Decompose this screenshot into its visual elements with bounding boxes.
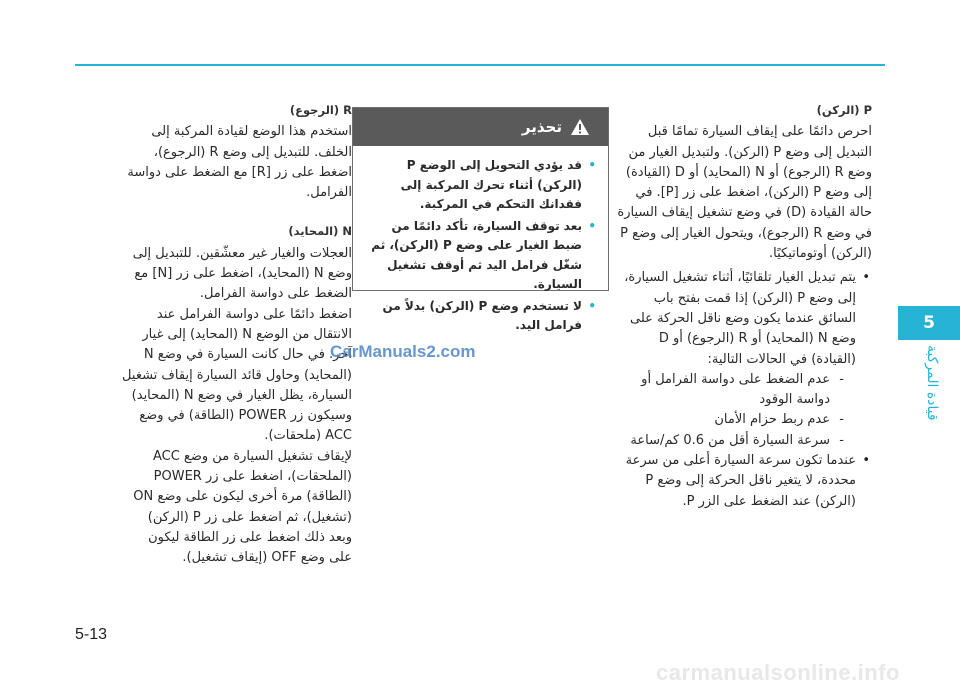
- chapter-tab[interactable]: [898, 306, 960, 340]
- page-number: 5-13: [75, 626, 108, 643]
- list-item: [614, 451, 856, 512]
- list-item: • بعد توقف السيارة، تأكد دائمًا من ضبط الغيار على وضع P (الركن)، ثم شغّل فرامل اليد ثم أوقف تشغيل السيارة.: [363, 217, 582, 295]
- list-item: • لا تستخدم وضع P (الركن) بدلاً من فرامل اليد.: [363, 297, 582, 336]
- reverse-neutral-section: [122, 100, 352, 569]
- neutral-body-3: لإيقاف تشغيل السيارة من وضع ACC (الملحقات)، اضغط على زر POWER (الطاقة) مرة أخرى ليكون على وضع ON (تشغيل)، ثم اضغط على زر P (الركن) وبعد ذلك اضغط على زر الطاقة ليكون على وضع OFF (إيقاف تشغيل).: [133, 448, 352, 566]
- neutral-title: N (المحايد): [288, 224, 352, 239]
- list-item: - سرعة السيارة أقل من 0.6 كم/ساعة: [614, 431, 830, 451]
- warning-triangle-icon: [570, 118, 590, 136]
- list-item: • قد يؤدي التحويل إلى الوضع P (الركن) أثناء تحرك المركبة إلى فقدانك التحكم في المركبة.: [363, 156, 582, 215]
- neutral-body-1: العجلات والغيار غير معشّقين. للتبديل إلى وضع N (المحايد)، اضغط على زر [N] مع الضغط على دواسة الفرامل.: [132, 245, 352, 302]
- park-bullets: [614, 268, 872, 512]
- park-bullet-1: يتم تبديل الغيار تلقائيًا، أثناء تشغيل السيارة، إلى وضع P (الركن) إذا قمت بفتح باب السائق عندما يكون وضع ناقل الحركة على وضع N (المحايد) أو R (الرجوع) أو D (القيادة) في الحالات التالية:: [624, 270, 856, 367]
- footer-watermark: carmanualsonline.info: [656, 660, 900, 685]
- neutral-body-2: اضغط دائمًا على دواسة الفرامل عند الانتقال من الوضع N (المحايد) إلى غيار آخر. في حال كانت السيارة في وضع N (المحايد) وحاول قائد السيارة إيقاف تشغيل السيارة، يظل الغيار في وضع N (المحايد) وسيكون زر POWER (الطاقة) في وضع ACC (ملحقات).: [122, 306, 352, 444]
- header-rule: [75, 64, 885, 66]
- park-intro: احرص دائمًا على إيقاف السيارة تمامًا قبل التبديل إلى وضع P (الركن). ولتبديل الغيار من وضع R (الرجوع) أو N (المحايد) أو D (القيادة) إلى وضع P (الركن)، اضغط على زر [P]. في حالة القيادة (D) في وضع تشغيل إيقاف السيارة في وضع R (الرجوع)، ويتحول الغيار إلى وضع P (الركن) أوتوماتيكيًا.: [617, 124, 872, 262]
- park-title: P (الركن): [816, 103, 872, 117]
- warning-title: تحذير: [521, 118, 562, 136]
- watermark: CarManuals2.com: [330, 342, 476, 361]
- list-item: - عدم الضغط على دواسة الفرامل أو دواسة الوقود: [614, 370, 830, 411]
- list-item: - عدم ربط حزام الأمان: [614, 410, 830, 430]
- park-section: [614, 100, 872, 512]
- chapter-label: قيادة المركبة: [924, 345, 940, 421]
- warning-box: [352, 107, 609, 332]
- chapter-number: 5: [923, 313, 935, 333]
- park-conditions: [614, 370, 856, 451]
- list-item: [614, 268, 856, 451]
- reverse-title: R (الرجوع): [289, 103, 352, 117]
- warning-header: [353, 108, 608, 146]
- park-bullet-2: عندما تكون سرعة السيارة أعلى من سرعة محددة، لا يتغير ناقل الحركة إلى وضع P (الركن) عند الضغط على الزر P.: [625, 453, 856, 509]
- reverse-body: استخدم هذا الوضع لقيادة المركبة إلى الخلف. للتبديل إلى وضع R (الرجوع)، اضغط على زر [R] مع الضغط على دواسة الفرامل.: [127, 124, 352, 201]
- warning-list: [353, 156, 608, 336]
